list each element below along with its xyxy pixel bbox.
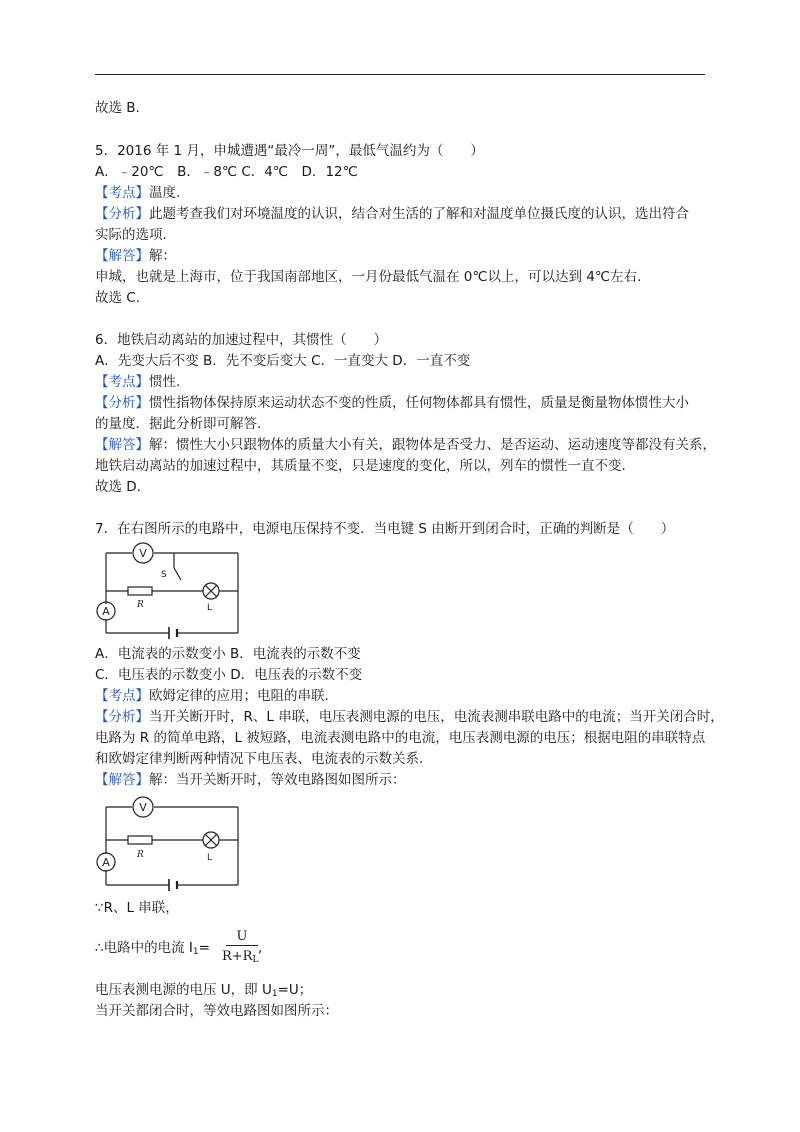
voltage-eq: =U； bbox=[277, 982, 313, 998]
kaodian-text: 温度. bbox=[149, 185, 181, 201]
resistor-label: R bbox=[137, 600, 144, 610]
ammeter-label: A bbox=[102, 605, 110, 618]
fraction-denominator bbox=[222, 949, 258, 968]
denominator-text: R+R bbox=[222, 949, 253, 964]
voltmeter-label: V bbox=[139, 547, 147, 560]
voltmeter-label: V bbox=[139, 801, 147, 814]
jieda-tag: 【解答】 bbox=[95, 248, 149, 264]
q7-because: ∵R、L 串联， bbox=[95, 900, 179, 916]
q7-fenxi bbox=[95, 707, 724, 727]
equals-sign: = bbox=[198, 940, 210, 956]
fenxi-text: 此题考查我们对环境温度的认识，结合对生活的了解和对温度单位摄氏度的认识，选出符合 bbox=[149, 206, 689, 222]
q5-answer: 故选 C. bbox=[95, 290, 141, 306]
voltage-subscript: 1 bbox=[271, 989, 278, 999]
q7-options-ab: A．电流表的示数变小 B．电流表的示数不变 bbox=[95, 646, 361, 662]
lamp-label: L bbox=[207, 853, 213, 863]
circuit-diagram-1 bbox=[95, 540, 255, 640]
kaodian-tag: 【考点】 bbox=[95, 374, 149, 390]
q7-fenxi-cont2: 和欧姆定律判断两种情况下电压表、电流表的示数关系. bbox=[95, 751, 424, 767]
formula-comma: , bbox=[258, 940, 263, 956]
jieda-text: 解： bbox=[149, 248, 176, 264]
q6-solution: 地铁启动离站的加速过程中，其质量不变，只是速度的变化，所以，列车的惯性一直不变. bbox=[95, 458, 626, 474]
fenxi-tag: 【分析】 bbox=[95, 206, 149, 222]
q5-fenxi-cont: 实际的选项. bbox=[95, 227, 167, 243]
kaodian-tag: 【考点】 bbox=[95, 688, 149, 704]
q7-options-cd: C．电压表的示数变小 D．电压表的示数不变 bbox=[95, 667, 363, 683]
jieda-text: 解：当开关断开时，等效电路图如图所示： bbox=[149, 772, 406, 788]
q6-jieda bbox=[95, 435, 716, 455]
kaodian-tag: 【考点】 bbox=[95, 185, 149, 201]
denominator-subscript: L bbox=[252, 955, 259, 965]
circuit-diagram-2 bbox=[95, 794, 255, 894]
current-subscript: 1 bbox=[192, 947, 199, 957]
header-rule bbox=[95, 74, 705, 75]
current-text: ∴电路中的电流 I bbox=[95, 940, 193, 956]
resistor-label: R bbox=[137, 850, 144, 860]
q7-kaodian bbox=[95, 686, 329, 706]
fenxi-text: 惯性指物体保持原来运动状态不变的性质，任何物体都具有惯性，质量是衡量物体惯性大小 bbox=[149, 395, 689, 411]
q5-options: A．﹣20℃ B．﹣8℃ C．4℃ D．12℃ bbox=[95, 164, 358, 180]
q6-fenxi bbox=[95, 393, 689, 413]
q7-closed: 当开关都闭合时，等效电路图如图所示： bbox=[95, 1003, 338, 1019]
fenxi-text: 当开关断开时，R、L 串联，电压表测电源的电压，电流表测串联电路中的电流；当开关闭合时， bbox=[149, 709, 724, 725]
fenxi-tag: 【分析】 bbox=[95, 709, 149, 725]
switch-label: S bbox=[161, 570, 167, 580]
q6-options: A．先变大后不变 B．先不变后变大 C．一直变大 D．一直不变 bbox=[95, 353, 471, 369]
q7-current-formula bbox=[95, 938, 210, 962]
jieda-tag: 【解答】 bbox=[95, 437, 149, 453]
lamp-label: L bbox=[207, 603, 213, 613]
q7-jieda bbox=[95, 770, 406, 790]
q6-stem: 6．地铁启动离站的加速过程中，其惯性（ ） bbox=[95, 332, 388, 348]
kaodian-text: 欧姆定律的应用；电阻的串联. bbox=[149, 688, 329, 704]
prev-answer: 故选 B. bbox=[95, 100, 140, 116]
fenxi-tag: 【分析】 bbox=[95, 395, 149, 411]
q7-fenxi-cont: 电路为 R 的简单电路，L 被短路，电流表测电路中的电流，电压表测电源的电压；根据电阻的串联特点 bbox=[95, 730, 706, 746]
jieda-tag: 【解答】 bbox=[95, 772, 149, 788]
q5-fenxi bbox=[95, 204, 689, 224]
q7-stem: 7．在右图所示的电路中，电源电压保持不变．当电键 S 由断开到闭合时，正确的判断是（ ） bbox=[95, 521, 675, 537]
fraction-numerator: U bbox=[226, 929, 258, 946]
q6-fenxi-cont: 的量度．据此分析即可解答. bbox=[95, 416, 262, 432]
jieda-text: 解：惯性大小只跟物体的质量大小有关，跟物体是否受力、是否运动、运动速度等都没有关系， bbox=[149, 437, 716, 453]
kaodian-text: 惯性. bbox=[149, 374, 181, 390]
q5-jieda bbox=[95, 246, 176, 266]
voltage-text: 电压表测电源的电压 U，即 U bbox=[95, 982, 272, 998]
q6-kaodian bbox=[95, 372, 180, 392]
q5-stem: 5．2016 年 1 月，申城遭遇“最冷一周”，最低气温约为（ ） bbox=[95, 143, 484, 159]
q5-solution: 申城，也就是上海市，位于我国南部地区，一月份最低气温在 0℃以上，可以达到 4℃左右. bbox=[95, 269, 642, 285]
q5-kaodian bbox=[95, 183, 180, 203]
q6-answer: 故选 D. bbox=[95, 479, 141, 495]
ammeter-label: A bbox=[102, 856, 110, 869]
